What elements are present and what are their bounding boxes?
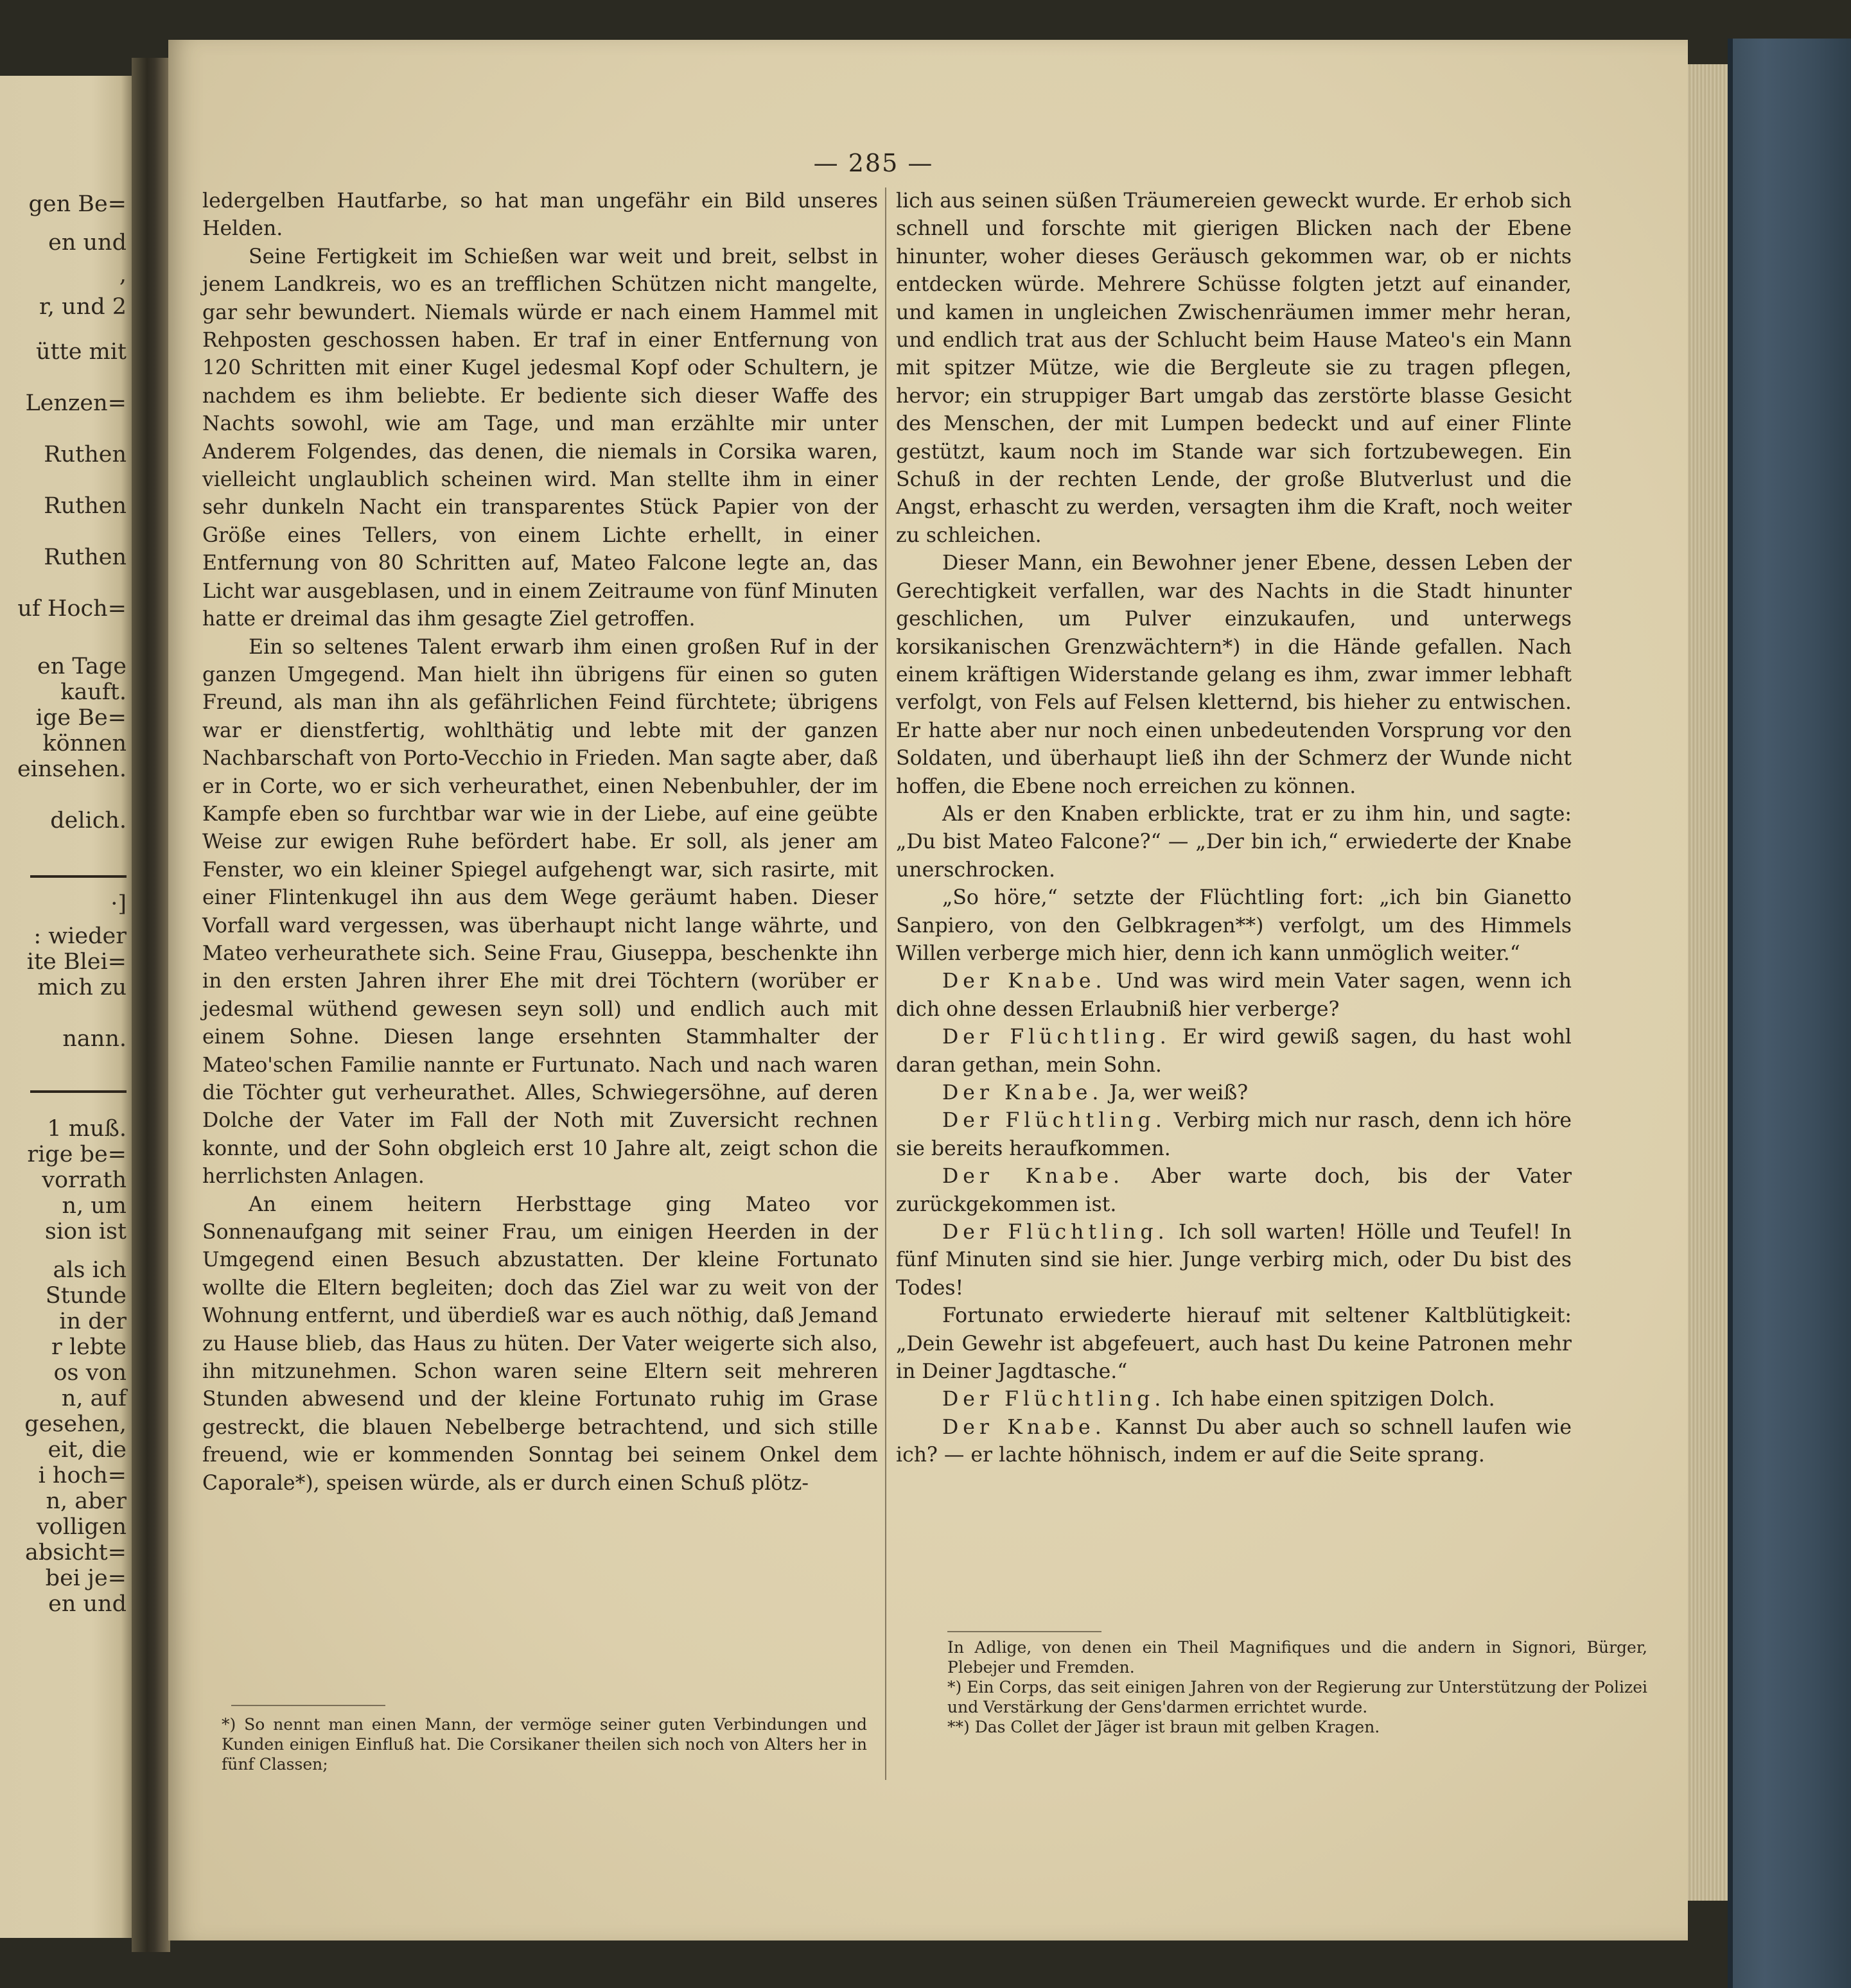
previous-page-fragment-line: absicht= bbox=[25, 1540, 127, 1565]
dialog-line bbox=[896, 1079, 1572, 1107]
dialog-text: Ich soll warten! Hölle und Teufel! In fünf Minuten sind sie hier. Junge verbirg mich, oder Du bist des Todes! bbox=[896, 1221, 1572, 1300]
paragraph: lich aus seinen süßen Träumereien geweckt wurde. Er erhob sich schnell und forschte mit gierigen Blicken nach der Ebene hinunter, woher dieses Geräusch gekommen war, ob er nichts entdecken würde. Mehrere Schüsse folgten jetzt auf einander, und kamen in ungleichen Zwischenräumen immer mehr heran, und endlich trat aus der Schlucht beim Hause Mateo's ein Mann mit spitzer Mütze, wie die Bergleute sie zu tragen pflegen, hervor; ein struppiger Bart umgab das zerstörte blasse Gesicht des Menschen, der mit Lumpen bedeckt und auf einer Flinte gestützt, kaum noch im Stande war sich fortzubewegen. Ein Schuß in der rechten Lende, der große Blutverlust und die Angst, erhascht zu werden, versagten ihm die Kraft, noch weiter zu schleichen. bbox=[896, 189, 1572, 547]
paragraph: Fortunato erwiederte hierauf mit seltener Kaltblütigkeit: „Dein Gewehr ist abgefeuert, auch hast Du keine Patronen mehr in Deiner Jagdtasche.“ bbox=[896, 1304, 1572, 1384]
page-block-edges bbox=[1688, 64, 1728, 1901]
dialog-text: Verbirg mich nur rasch, denn ich höre sie bereits heraufkommen. bbox=[896, 1109, 1572, 1160]
footnote-text: *) So nennt man einen Mann, der vermöge seiner guten Verbindungen und Kunden einigen Einfluß hat. Die Corsikaner theilen sich noch von Alters her in fünf Classen; bbox=[222, 1715, 867, 1774]
dialog-speaker: Der Flüchtling. bbox=[942, 1221, 1169, 1244]
dialog-line bbox=[896, 1414, 1572, 1470]
book-gutter bbox=[132, 58, 170, 1952]
previous-page-fragment-line: Lenzen= bbox=[25, 390, 127, 416]
previous-page-fragment-line: gen Be= bbox=[28, 191, 127, 217]
paragraph: Dieser Mann, ein Bewohner jener Ebene, dessen Leben der Gerechtigkeit verfallen, war des Nachts in die Stadt hinunter geschlichen, um Pulver einzukaufen, und unterwegs korsikanischen Grenzwächtern*) in die Hände gefallen. Nach einem kräftigen Widerstande gelang es ihm, zwar immer lebhaft verfolgt, von Fels auf Felsen kletternd, bis hieher zu entwischen. Er hatte aber nur noch einen unbedeutenden Vorsprung vor den Soldaten, und überhaupt ließ ihn der Schmerz der Wunde nicht hoffen, die Ebene noch erreichen zu können. bbox=[896, 552, 1572, 798]
previous-page-fragment-line: kauft. bbox=[60, 679, 127, 705]
previous-page-fragment bbox=[0, 76, 132, 1938]
previous-page-fragment-line: en und bbox=[48, 1591, 127, 1617]
previous-page-fragment-line: Ruthen bbox=[44, 442, 127, 467]
dialog-speaker: Der Knabe. bbox=[942, 1165, 1125, 1189]
paragraph: „So höre,“ setzte der Flüchtling fort: „ich bin Gianetto Sanpiero, von den Gelbkragen**) verfolgt, um des Himmels Willen verberge mich hier, denn ich kann unmöglich weiter.“ bbox=[896, 886, 1572, 965]
previous-page-fragment-line: n, auf bbox=[61, 1386, 127, 1411]
previous-page-fragment-line: n, aber bbox=[46, 1488, 127, 1514]
previous-page-fragment-line: eit, die bbox=[48, 1437, 127, 1463]
previous-page-fragment-line: ·] bbox=[110, 891, 127, 917]
previous-page-fragment-line: uf Hoch= bbox=[17, 596, 127, 622]
footnote-left bbox=[222, 1714, 867, 1774]
paragraph: Seine Fertigkeit im Schießen war weit und breit, selbst in jenem Landkreis, wo es an trefflichen Schützen nicht mangelte, gar sehr bewundert. Niemals würde er nach einem Hammel mit Rehposten geschossen haben. Er traf in einer Entfernung von 120 Schritten mit einer Kugel jedesmal Kopf oder Schultern, je nachdem es ihm beliebte. Er bediente sich dieser Waffe des Nachts sowohl, wie am Tage, und man erzählte mir unter Anderem Folgendes, das denen, die niemals in Corsika waren, vielleicht unglaublich scheinen wird. Man stellte ihm in einer sehr dunkeln Nacht ein transparentes Stück Papier von der Größe eines Tellers, von einem Lichte erhellt, in einer Entfernung von 80 Schritten auf, Mateo Falcone legte an, das Licht war ausgeblasen, und in einem Zeitraume von fünf Minuten hatte er dreimal das ihm gesagte Ziel getroffen. bbox=[202, 245, 878, 631]
previous-page-fragment-line: einsehen. bbox=[17, 756, 127, 782]
previous-page-fragment-line: volligen bbox=[36, 1514, 127, 1540]
dialog-speaker: Der Flüchtling. bbox=[942, 1388, 1166, 1411]
previous-page-fragment-line: nann. bbox=[62, 1026, 127, 1052]
previous-page-rule bbox=[30, 875, 127, 878]
footnote-text: In Adlige, von denen ein Theil Magnifiques und die andern in Signori, Bürger, Plebejer und Fremden. bbox=[947, 1638, 1647, 1677]
column-divider bbox=[885, 187, 886, 1780]
dialog-line bbox=[896, 1219, 1572, 1302]
previous-page-fragment-line: Ruthen bbox=[44, 493, 127, 519]
previous-page-fragment-line: ite Blei= bbox=[26, 949, 127, 975]
dialog-line bbox=[896, 1024, 1572, 1079]
paragraph: Ein so seltenes Talent erwarb ihm einen großen Ruf in der ganzen Umgegend. Man hielt ihn übrigens für einen so guten Freund, als man ihn als gefährlichen Feind fürchtete; übrigens war er dienstfertig, wohlthätig und lebte mit der ganzen Nachbarschaft von Porto-Vecchio in Frieden. Man sagte aber, daß er in Corte, wo er sich verheurathet, einen Nebenbuhler, der im Kampfe eben so furchtbar war wie in der Liebe, auf eine geübte Weise zur ewigen Ruhe befördert habe. Er soll, als jener am Fenster, wo ein kleiner Spiegel aufgehengt war, sich rasirte, mit einer Flintenkugel ihn aus dem Wege geräumt haben. Dieser Vorfall ward vergessen, was überhaupt nicht lange währte, und Mateo verheurathete sich. Seine Frau, Giuseppa, beschenkte ihn in den ersten Jahren ihrer Ehe mit drei Töchtern (worüber er jedesmal wüthend gewesen seyn soll) und endlich auch mit einem Sohne. Diesen lange ersehnten Stammhalter der Mateo'schen Familie nannte er Furtunato. Nach und nach waren die Töchter gut verheurathet. Alles, Schwiegersöhne, auf deren Dolche der Vater im Fall der Noth mit Zuversicht rechnen konnte, und der Sohn obgleich erst 10 Jahre alt, zeigt schon die herrlichsten Anlagen. bbox=[202, 635, 878, 1189]
dialog-speaker: Der Flüchtling. bbox=[942, 1109, 1166, 1133]
previous-page-rule bbox=[30, 1090, 127, 1093]
text-column-left bbox=[202, 187, 878, 1497]
previous-page-fragment-line: delich. bbox=[50, 808, 127, 833]
previous-page-fragment-line: können bbox=[42, 731, 127, 756]
previous-page-fragment-line: n, um bbox=[62, 1193, 127, 1219]
book-cover-board bbox=[1728, 39, 1851, 1988]
previous-page-fragment-line: rige be= bbox=[27, 1142, 127, 1167]
previous-page-fragment-line: ige Be= bbox=[35, 705, 127, 731]
dialog-text: Und was wird mein Vater sagen, wenn ich dich ohne dessen Erlaubniß hier verberge? bbox=[896, 970, 1572, 1021]
text-column-right bbox=[896, 187, 1572, 1470]
dialog-text: Kannst Du aber auch so schnell laufen wie ich? — er lachte höhnisch, indem er auf die Seite sprang. bbox=[896, 1415, 1572, 1467]
dialog-text: Er wird gewiß sagen, du hast wohl daran gethan, mein Sohn. bbox=[896, 1025, 1572, 1077]
dialog-text: Aber warte doch, bis der Vater zurückgekommen ist. bbox=[896, 1165, 1572, 1216]
previous-page-fragment-line: bei je= bbox=[45, 1565, 127, 1591]
page-number: — 285 — bbox=[813, 149, 934, 177]
dialog-speaker: Der Knabe. bbox=[942, 1415, 1106, 1439]
dialog-speaker: Der Knabe. bbox=[942, 970, 1107, 993]
footnote-text: *) Ein Corps, das seit einigen Jahren von der Regierung zur Unterstützung der Polizei und Verstärkung der Gens'darmen errichtet wurde. bbox=[947, 1678, 1647, 1716]
previous-page-fragment-line: r, und 2 bbox=[39, 294, 127, 320]
dialog-speaker: Der Knabe. bbox=[942, 1081, 1103, 1104]
footnote-rule-left bbox=[231, 1705, 385, 1706]
previous-page-fragment-line: : wieder bbox=[33, 923, 127, 949]
paragraph: ledergelben Hautfarbe, so hat man ungefähr ein Bild unseres Helden. bbox=[202, 189, 878, 241]
footnote-rule-right bbox=[947, 1631, 1101, 1632]
paragraph: An einem heitern Herbsttage ging Mateo vor Sonnenaufgang mit seiner Frau, um einigen Heerden in der Umgegend einen Besuch abzustatten. Der kleine Fortunato wollte die Eltern begleiten; doch das Ziel war zu weit von der Wohnung entfernt, und überdieß war es auch nöthig, daß Jemand zu Hause blieb, das Haus zu hüten. Der Vater weigerte sich also, ihn mitzunehmen. Schon waren seine Eltern seit mehreren Stunden abwesend und der kleine Fortunato ruhig im Grase gestreckt, die blauen Nebelberge betrachtend, und sich stille freuend, wie er kommenden Sonntag bei seinem Onkel dem Caporale*), speisen würde, als er durch einen Schuß plötz- bbox=[202, 1192, 878, 1495]
previous-page-fragment-line: Stunde bbox=[45, 1283, 127, 1309]
footnotes-right bbox=[947, 1637, 1647, 1737]
paragraph: Als er den Knaben erblickte, trat er zu ihm hin, und sagte: „Du bist Mateo Falcone?“ — „Der bin ich,“ erwiederte der Knabe unerschrocken. bbox=[896, 802, 1572, 882]
previous-page-fragment-line: ütte mit bbox=[36, 339, 127, 365]
previous-page-fragment-line: vorrath bbox=[42, 1167, 127, 1193]
previous-page-fragment-line: en und bbox=[48, 230, 127, 256]
previous-page-fragment-line: 1 muß. bbox=[47, 1116, 127, 1142]
previous-page-fragment-line: en Tage bbox=[37, 654, 127, 679]
dialog-text: Ich habe einen spitzigen Dolch. bbox=[1165, 1388, 1495, 1411]
previous-page-fragment-line: , bbox=[119, 262, 127, 288]
dialog-line bbox=[896, 1107, 1572, 1163]
previous-page-fragment-line: als ich bbox=[53, 1257, 127, 1283]
dialog-line bbox=[896, 1163, 1572, 1219]
previous-page-fragment-line: in der bbox=[59, 1309, 127, 1334]
dialog-line bbox=[896, 968, 1572, 1024]
dialog-text: Ja, wer weiß? bbox=[1103, 1081, 1249, 1104]
previous-page-fragment-line: gesehen, bbox=[24, 1411, 127, 1437]
previous-page-fragment-line: os von bbox=[53, 1360, 127, 1386]
previous-page-fragment-line: r lebte bbox=[51, 1334, 127, 1360]
previous-page-fragment-line: i hoch= bbox=[38, 1463, 127, 1488]
previous-page-fragment-line: mich zu bbox=[37, 975, 127, 1000]
dialog-line bbox=[896, 1386, 1572, 1413]
dialog-speaker: Der Flüchtling. bbox=[942, 1025, 1171, 1049]
footnote-text: **) Das Collet der Jäger ist braun mit gelben Kragen. bbox=[947, 1718, 1380, 1736]
previous-page-fragment-line: sion ist bbox=[44, 1219, 127, 1244]
previous-page-fragment-line: Ruthen bbox=[44, 545, 127, 570]
